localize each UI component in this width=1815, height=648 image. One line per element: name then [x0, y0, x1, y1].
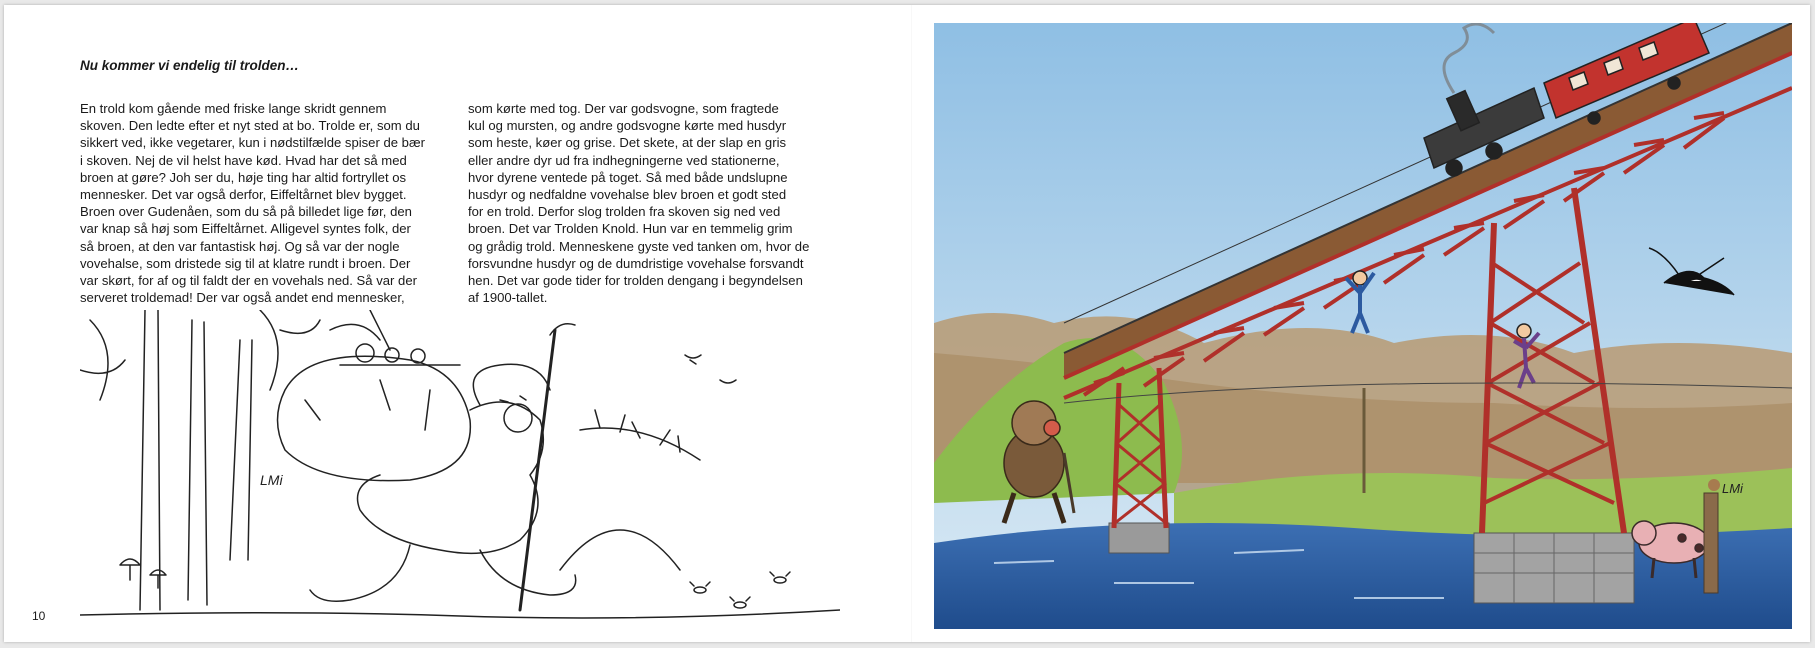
troll-legs: [310, 545, 576, 601]
troll-nose: [504, 404, 532, 432]
tree-trunk: [230, 340, 252, 560]
troll-nose: [1044, 420, 1060, 436]
bridge-painting: [934, 23, 1792, 629]
sketch-signature: LMi: [260, 472, 283, 488]
fence-post: [1704, 493, 1718, 593]
ant: [730, 597, 750, 608]
troll-body: [358, 402, 544, 553]
book-spread: [4, 5, 1810, 642]
ant: [770, 572, 790, 583]
anthill: [560, 530, 680, 570]
ant: [690, 582, 710, 593]
chapter-heading: Nu kommer vi endelig til trolden…: [80, 58, 300, 73]
painting-signature: LMi: [1722, 481, 1743, 496]
page-number: 10: [32, 609, 46, 623]
owl: [356, 344, 374, 362]
small-bird: [1708, 479, 1720, 491]
tree-trunk: [188, 320, 207, 605]
troll-forest-sketch: [80, 310, 840, 625]
spread-gutter: [911, 5, 912, 642]
troll-sack: [278, 356, 471, 480]
owl: [385, 348, 399, 362]
text-column-right: som kørte med tog. Der var godsvogne, som fragtede kul og mursten, og andre godsvogne kørte med husdyr som heste, køer og grise. Det skete, at der slap en gris eller andre dyr ud fra indhegningerne ved stationerne, hvor dyrene ventede på toget. Så med både undslupne husdyr og nedfaldne vovehalse blev broen et godt sted for en trold. Derfor slog trolden fra skoven sig ned ved broen. Det var Trolden Knold. Hun var en temmelig grim og grådig trold. Menneskene gyste ved tanken om, hvor de forsvundne husdyr og de dumdristige vovehalse forsvandt hen. Det var gode tider for trolden dengang i begyndelsen af 1900-tallet.: [468, 101, 810, 306]
tree-trunk: [140, 310, 160, 610]
text-column-left: En trold kom gående med friske lange skridt gennem skoven. Den ledte efter et nyt sted at bo. Trolde er, som du sikkert ved, ikke vegetarer, kun i nødstilfælde spiser de bær i skoven. Nej de vil helst have kød. Hvad har det så med broen at gøre? Joh ser du, høje ting har altid fortryllet os mennesker. Det var også derfor, Eiffeltårnet blev bygget. Broen over Gudenåen, som du så på billedet lige før, den var knap så høj som Eiffeltårnet. Alligevel syntes folk, der så broen, at den var fantastisk høj. Og så var der nogle vovehalse, som dristede sig til at klatre rundt i broen. Der var skørt, for af og til faldt der en vovehals ned. Så var der serveret troldemad! Der var også andet end mennesker,: [80, 101, 425, 306]
